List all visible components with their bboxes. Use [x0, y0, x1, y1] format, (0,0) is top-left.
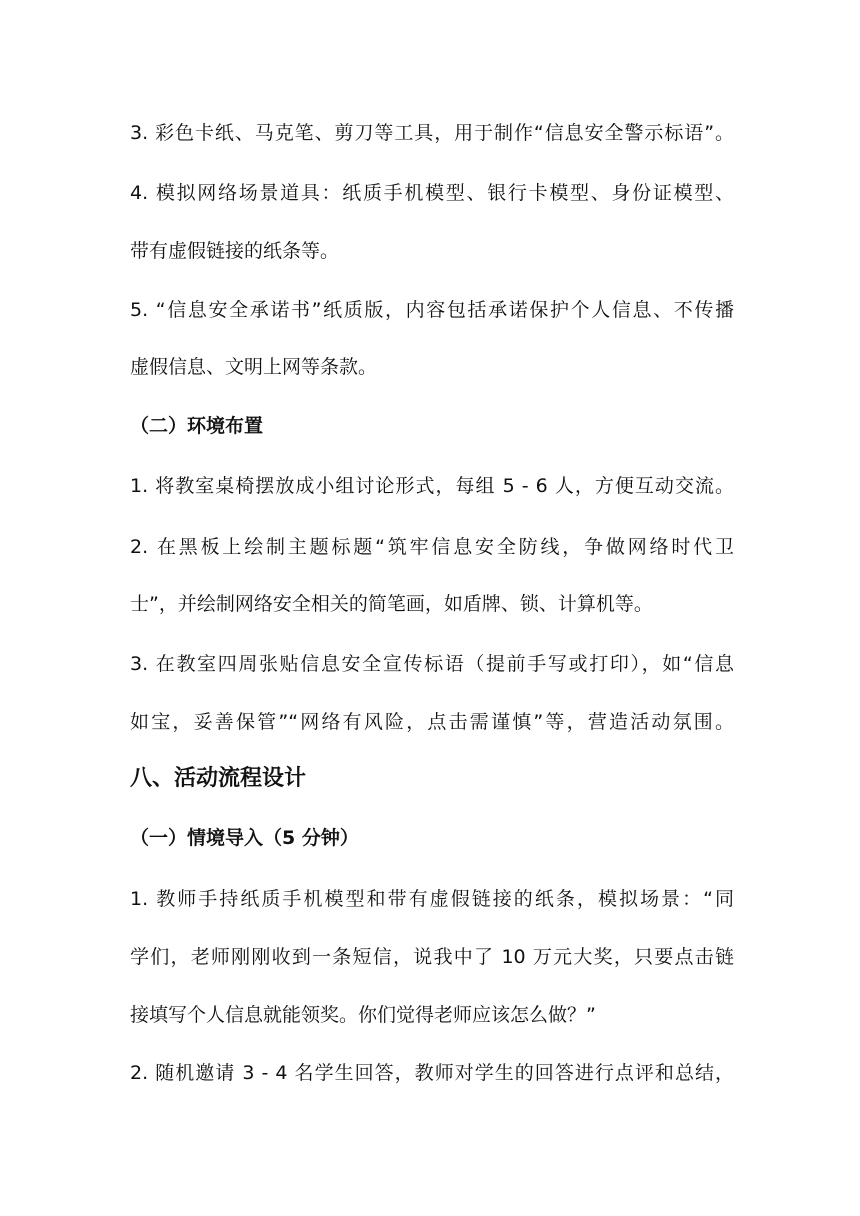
section-subheading: （二）环境布置 [130, 415, 264, 437]
paragraph-line: 3. 在教室四周张贴信息安全宣传标语（提前手写或打印），如“信息 [130, 653, 734, 675]
paragraph-line: 如宝，妥善保管”“网络有风险，点击需谨慎”等，营造活动氛围。 [130, 711, 734, 733]
paragraph-line: 接填写个人信息就能领奖。你们觉得老师应该怎么做？” [130, 1004, 596, 1026]
paragraph-line: 1. 将教室桌椅摆放成小组讨论形式，每组 5 - 6 人，方便互动交流。 [130, 475, 734, 497]
section-subheading: （一）情境导入（5 分钟） [130, 827, 359, 849]
paragraph-line: 士”，并绘制网络安全相关的简笔画，如盾牌、锁、计算机等。 [130, 593, 653, 615]
paragraph-line: 4. 模拟网络场景道具：纸质手机模型、银行卡模型、身份证模型、 [130, 182, 734, 204]
paragraph-line: 虚假信息、文明上网等条款。 [130, 356, 378, 378]
paragraph-line: 1. 教师手持纸质手机模型和带有虚假链接的纸条，模拟场景：“同 [130, 888, 734, 910]
paragraph-line: 3. 彩色卡纸、马克笔、剪刀等工具，用于制作“信息安全警示标语”。 [130, 122, 734, 144]
paragraph-line: 5. “信息安全承诺书”纸质版，内容包括承诺保护个人信息、不传播 [130, 299, 734, 321]
paragraph-line: 带有虚假链接的纸条等。 [130, 240, 340, 262]
paragraph-line: 2. 在黑板上绘制主题标题“筑牢信息安全防线，争做网络时代卫 [130, 536, 734, 558]
section-heading: 八、活动流程设计 [130, 766, 307, 791]
paragraph-line: 学们，老师刚刚收到一条短信，说我中了 10 万元大奖，只要点击链 [130, 946, 734, 968]
paragraph-line: 2. 随机邀请 3 - 4 名学生回答，教师对学生的回答进行点评和总结， [130, 1062, 734, 1084]
